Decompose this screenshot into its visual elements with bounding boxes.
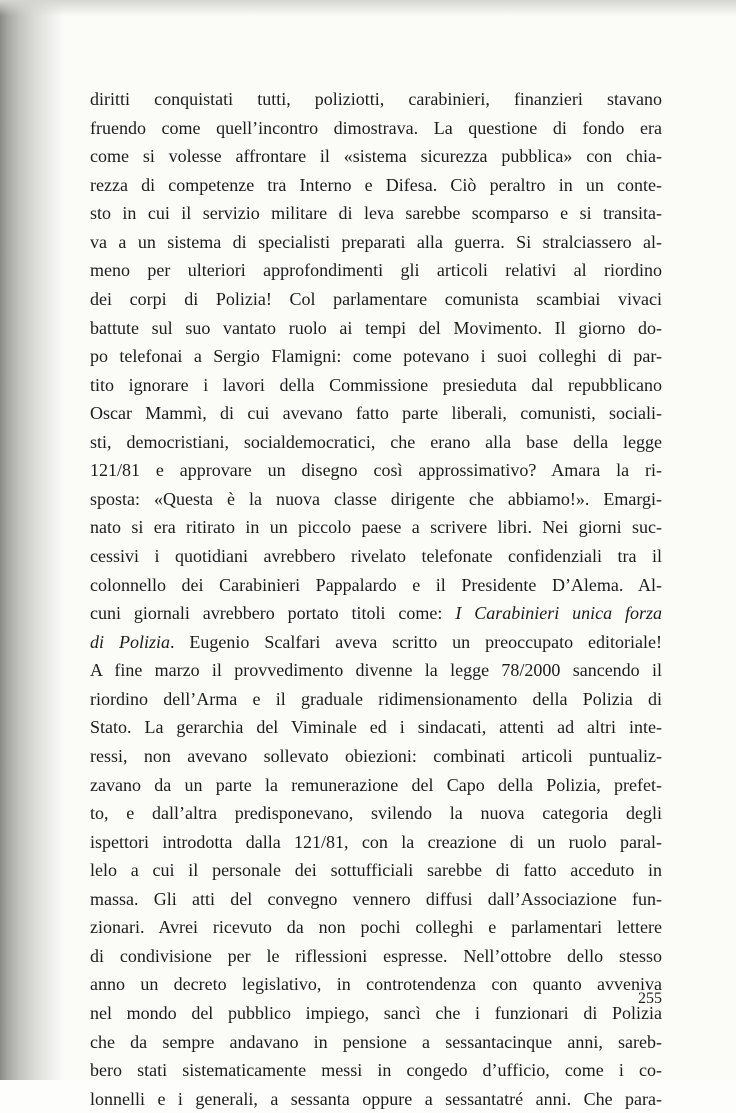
text-line: rezza di competenze tra Interno e Difesa. Ciò peraltro in un conte- [90, 174, 662, 195]
text-line: bero stati sistematicamente messi in congedo d’ufficio, come i co- [90, 1060, 662, 1081]
italic-title-segment: I Carabinieri unica forza [455, 603, 663, 624]
text-line: va a un sistema di specialisti preparati alla guerra. Si stralciassero al- [90, 231, 662, 252]
text-line: che da sempre andavano in pensione a sessantacinque anni, sareb- [90, 1031, 662, 1052]
text-line: po telefonai a Sergio Flamigni: come potevano i suoi colleghi di par- [90, 346, 662, 367]
text-line: sti, democristiani, socialdemocratici, che erano alla base della legge [90, 431, 662, 452]
text-line: anno un decreto legislativo, in controtendenza con quanto avveniva [90, 974, 662, 995]
page-number: 255 [638, 990, 662, 1007]
body-text [90, 85, 662, 1113]
text-line: massa. Gli atti del convegno vennero diffusi dall’Associazione fun- [90, 888, 662, 909]
text-line: sto in cui il servizio militare di leva sarebbe scomparso e si transita- [90, 203, 662, 224]
text-segment: cuni giornali avrebbero portato titoli come: [90, 603, 443, 624]
top-edge-shadow [0, 0, 736, 16]
text-line: to, e dall’altra predisponevano, svilendo la nuova categoria degli [90, 803, 662, 824]
text-line: di condivisione per le riflessioni espresse. Nell’ottobre dello stesso [90, 945, 662, 966]
text-line: tito ignorare i lavori della Commissione presieduta dal repubblicano [90, 374, 662, 395]
text-line: 121/81 e approvare un disegno così approssimativo? Amara la ri- [90, 460, 662, 481]
text-line: sposta: «Questa è la nuova classe dirigente che abbiamo!». Emargi- [90, 488, 662, 509]
text-line: lonnelli e i generali, a sessanta oppure a sessantatré anni. Che para- [90, 1088, 662, 1109]
italic-title-segment: di Polizia [90, 631, 170, 652]
spine-shadow [0, 0, 64, 1080]
text-line: A fine marzo il provvedimento divenne la legge 78/2000 sancendo il [90, 660, 662, 681]
text-line: nato si era ritirato in un piccolo paese a scrivere libri. Nei giorni suc- [90, 517, 662, 538]
text-line: fruendo come quell’incontro dimostrava. La questione di fondo era [90, 117, 662, 138]
text-line: Oscar Mammì, di cui avevano fatto parte liberali, comunisti, sociali- [90, 403, 662, 424]
text-line: meno per ulteriori approfondimenti gli articoli relativi al riordino [90, 260, 662, 281]
text-line: Stato. La gerarchia del Viminale ed i sindacati, attenti ad altri inte- [90, 717, 662, 738]
text-line: come si volesse affrontare il «sistema sicurezza pubblica» con chia- [90, 146, 662, 167]
text-line: colonnello dei Carabinieri Pappalardo e il Presidente D’Alema. Al- [90, 574, 662, 595]
text-line: zionari. Avrei ricevuto da non pochi colleghi e parlamentari lettere [90, 917, 662, 938]
text-line: battute sul suo vantato ruolo ai tempi del Movimento. Il giorno do- [90, 317, 662, 338]
text-line: diritti conquistati tutti, poliziotti, carabinieri, finanzieri stavano [90, 89, 662, 109]
text-line: lelo a cui il personale dei sottufficiali sarebbe di fatto acceduto in [90, 860, 662, 881]
text-line [90, 599, 662, 628]
text-line: zavano da un parte la remunerazione del Capo della Polizia, prefet- [90, 774, 662, 795]
text-line: ressi, non avevano sollevato obiezioni: combinati articoli puntualiz- [90, 745, 662, 766]
text-line [90, 628, 662, 657]
text-line: nel mondo del pubblico impiego, sancì che i funzionari di Polizia [90, 1003, 662, 1023]
text-line: ispettori introdotta dalla 121/81, con la creazione di un ruolo paral- [90, 831, 662, 852]
text-line: dei corpi di Polizia! Col parlamentare comunista scambiai vivaci [90, 288, 662, 309]
text-line: cessivi i quotidiani avrebbero rivelato telefonate confidenziali tra il [90, 546, 662, 566]
text-line: riordino dell’Arma e il graduale ridimensionamento della Polizia di [90, 688, 662, 709]
text-segment: . Eugenio Scalfari aveva scritto un preoccupato editoriale! [169, 631, 662, 652]
